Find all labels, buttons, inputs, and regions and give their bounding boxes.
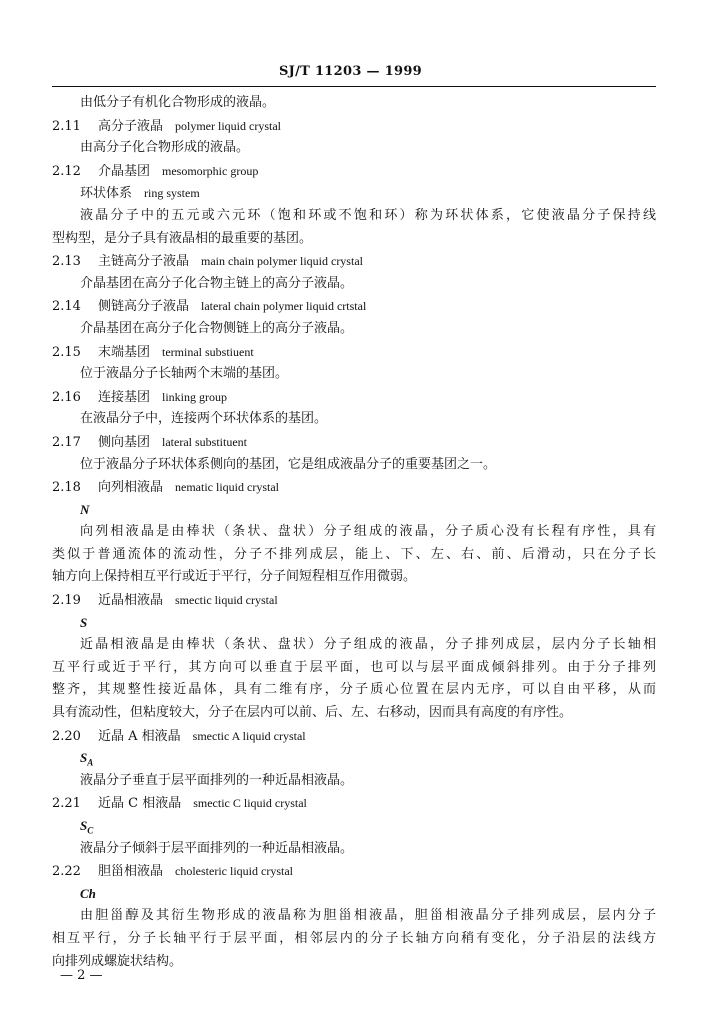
- term-number: 2.17: [52, 434, 81, 450]
- definition-line: 类似于普通流体的流动性，分子不排列成层，能上、下、左、右、前、后滑动，只在分子长: [52, 546, 656, 562]
- term-definition: 由高分子化合物形成的液晶。: [80, 140, 250, 156]
- term-chinese: 介晶基团: [98, 163, 151, 179]
- definition-line: 轴方向上保持相互平行或近于平行，分子间短程相互作用微弱。: [52, 569, 417, 585]
- term-number: 2.15: [52, 344, 81, 360]
- term-number: 2.21: [52, 796, 81, 812]
- standard-header: SJ/T 11203 — 1999: [278, 64, 423, 79]
- symbol-text: S: [80, 614, 88, 630]
- term-definition: 在液晶分子中，连接两个环状体系的基团。: [80, 411, 328, 427]
- term-symbol: [52, 883, 656, 906]
- term-english: smectic A liquid crystal: [192, 728, 306, 743]
- term-heading: [52, 295, 656, 318]
- definition-line: 整齐，其规整性接近晶体，具有二维有序，分子质心位置在层内无序，可以自由平移，从而: [52, 682, 656, 698]
- term-english: linking group: [162, 389, 228, 404]
- term-symbol: [52, 815, 656, 838]
- term-english: cholesteric liquid crystal: [175, 864, 293, 879]
- term-definition: 介晶基团在高分子化合物侧链上的高分子液晶。: [80, 320, 354, 336]
- term-heading: [52, 589, 656, 612]
- term-chinese: 高分子液晶: [98, 118, 164, 134]
- term-chinese: 近晶 C 相液晶: [98, 796, 182, 812]
- term-english: lateral chain polymer liquid crtstal: [201, 299, 367, 314]
- term-definition: 液晶分子垂直于层平面排列的一种近晶相液晶。: [80, 772, 354, 788]
- term-definition: 位于液晶分子环状体系侧向的基团，它是组成液晶分子的重要基团之一。: [80, 456, 497, 472]
- term-heading: [52, 115, 656, 138]
- term-heading: [52, 250, 656, 273]
- definition-line: 型构型，是分子具有液晶相的最重要的基团。: [52, 230, 313, 246]
- term-chinese: 胆甾相液晶: [98, 864, 164, 880]
- term-heading: [52, 725, 656, 748]
- definition-line: 向列相液晶是由棒状（条状、盘状）分子组成的液晶，分子质心没有长程有序性，具有: [80, 524, 656, 540]
- term-number: 2.12: [52, 163, 81, 179]
- symbol-text: Ch: [80, 885, 96, 901]
- term-heading: [52, 792, 656, 815]
- definition-line: 由胆甾醇及其衍生物形成的液晶称为胆甾相液晶，胆甾相液晶分子排列成层，层内分子: [80, 908, 656, 924]
- term-chinese: 近晶相液晶: [98, 593, 164, 609]
- definition-line: 具有流动性，但粘度较大，分子在层内可以前、后、左、右移动，因而具有高度的有序性。: [52, 705, 573, 721]
- term-number: 2.13: [52, 254, 81, 270]
- term-heading: [52, 341, 656, 364]
- term-heading: [52, 431, 656, 454]
- term-english: terminal substiuent: [162, 344, 254, 359]
- symbol-subscript: C: [87, 825, 94, 836]
- term-heading: [52, 860, 656, 883]
- definition-line: 相互平行，分子长轴平行于层平面，相邻层内的分子长轴方向稍有变化，分子沿层的法线方: [52, 930, 656, 946]
- term-english: nematic liquid crystal: [175, 480, 279, 495]
- definition-line: 近晶相液晶是由棒状（条状、盘状）分子组成的液晶，分子排列成层，层内分子长轴相: [80, 637, 656, 653]
- term-english: smectic liquid crystal: [175, 593, 278, 608]
- term-chinese: 主链高分子液晶: [98, 254, 190, 270]
- term-number: 2.22: [52, 864, 81, 880]
- term-heading: [52, 182, 656, 205]
- term-chinese: 侧链高分子液晶: [98, 299, 190, 315]
- term-chinese: 向列相液晶: [98, 480, 164, 496]
- term-chinese: 侧向基团: [98, 434, 151, 450]
- document-content: [52, 92, 656, 973]
- definition-line: 液晶分子中的五元或六元环（饱和环或不饱和环）称为环状体系，它使液晶分子保持线: [80, 207, 656, 223]
- term-symbol: [52, 747, 656, 770]
- term-chinese: 近晶 A 相液晶: [98, 728, 181, 744]
- term-definition: 介晶基团在高分子化合物主链上的高分子液晶。: [80, 275, 354, 291]
- term-english: polymer liquid crystal: [175, 118, 281, 133]
- term-symbol: [52, 612, 656, 635]
- term-number: 2.20: [52, 728, 81, 744]
- header-rule: [52, 86, 656, 87]
- definition-line: 互平行或近于平行，其方向可以垂直于层平面，也可以与层平面成倾斜排列。由于分子排列: [52, 659, 656, 675]
- symbol-subscript: A: [87, 757, 94, 768]
- term-number: 2.11: [52, 118, 81, 134]
- term-chinese: 环状体系: [80, 186, 133, 202]
- definition-line: 向排列成螺旋状结构。: [52, 953, 183, 969]
- term-english: main chain polymer liquid crystal: [201, 254, 363, 269]
- term-number: 2.16: [52, 389, 81, 405]
- term-symbol: [52, 499, 656, 522]
- symbol-text: N: [80, 501, 90, 517]
- term-heading: [52, 160, 656, 183]
- term-number: 2.18: [52, 480, 81, 496]
- term-english: smectic C liquid crystal: [193, 796, 307, 811]
- term-english: mesomorphic group: [162, 163, 259, 178]
- term-definition: 液晶分子倾斜于层平面排列的一种近晶相液晶。: [80, 840, 354, 856]
- page-number: — 2 —: [60, 968, 103, 983]
- term-number: 2.19: [52, 593, 81, 609]
- term-english: lateral substituent: [162, 434, 247, 449]
- term-chinese: 末端基团: [98, 344, 151, 360]
- intro-definition: 由低分子有机化合物形成的液晶。: [80, 95, 276, 110]
- term-chinese: 连接基团: [98, 389, 151, 405]
- term-number: 2.14: [52, 299, 81, 315]
- term-heading: [52, 476, 656, 499]
- term-english: ring system: [144, 186, 200, 201]
- term-heading: [52, 386, 656, 409]
- term-definition: 位于液晶分子长轴两个末端的基团。: [80, 366, 289, 382]
- symbol-text: $S_C$: [80, 818, 94, 836]
- symbol-text: $S_A$: [80, 750, 94, 768]
